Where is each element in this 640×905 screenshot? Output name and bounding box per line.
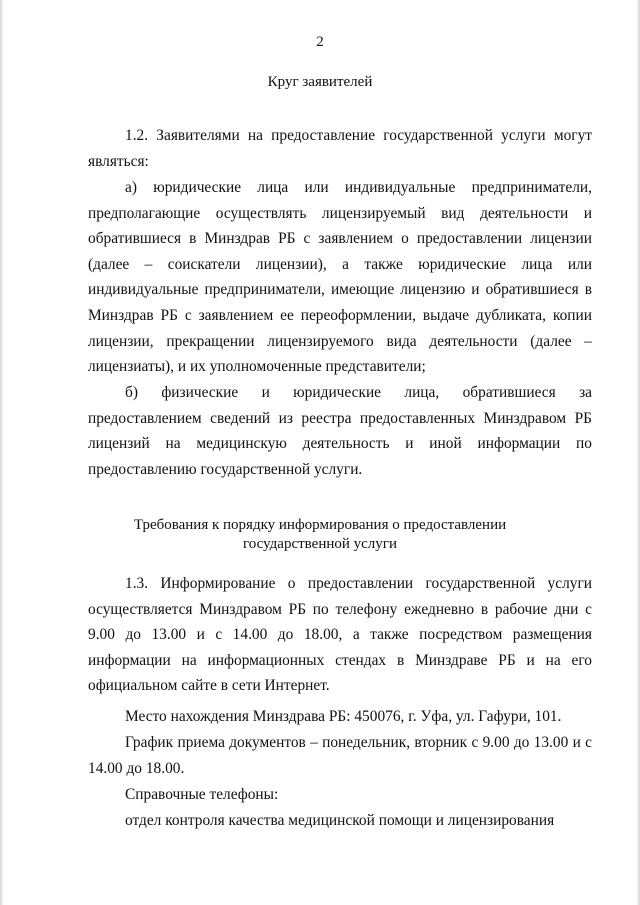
section-heading-applicants: Круг заявителей [267,74,373,90]
scan-left-edge [0,0,3,905]
paragraph-phones-title: Справочные телефоны: [125,786,279,803]
paragraph-item-b: б) физические и юридические лица, обратившиеся за предоставлением сведений из реестра предоставленных Минздравом РБ лицензий на медицинскую деятельность и иной информации по предоставлению государственной услуги. [88,384,592,478]
paragraph-1-2: 1.2. Заявителями на предоставление государственной услуги могут являться: [88,127,592,170]
paragraph-item-a: а) юридические лица или индивидуальные предприниматели, предполагающие осуществлять лицензируемый вид деятельности и обратившиеся в Минздрав РБ с заявлением о предоставлении лицензии (далее – соискатели лицензии), а также юридические лица или индивидуальные предприниматели, имеющие лицензию и обратившиеся в Минздрав РБ с заявлением ее переоформлении, выдаче дубликата, копии лицензии, прекращении лицензируемого вида деятельности (далее – лицензиаты), и их уполномоченные представители; [88,179,592,376]
section-heading-line-1: Требования к порядку информирования о предоставлении [133,517,507,533]
paragraph-1-3: 1.3. Информирование о предоставлении государственной услуги осуществляется Минздравом РБ по телефону ежедневно в рабочие дни с 9.00 до 13.00 и с 14.00 до 18.00, а также посредством размещения информации на информационных стендах в Минздраве РБ и на его официальном сайте в сети Интернет. [88,575,592,695]
paragraph-department: отдел контроля качества медицинской помощи и лицензирования [125,812,555,829]
page-number: 2 [316,34,324,50]
section-heading-line-2: государственной услуги [243,536,397,552]
paragraph-schedule: График приема документов – понедельник, вторник с 9.00 до 13.00 и с 14.00 до 18.00. [88,734,592,777]
section-heading-information [0,516,640,554]
paragraph-location: Место нахождения Минздрава РБ: 450076, г. Уфа, ул. Гафури, 101. [125,708,562,725]
